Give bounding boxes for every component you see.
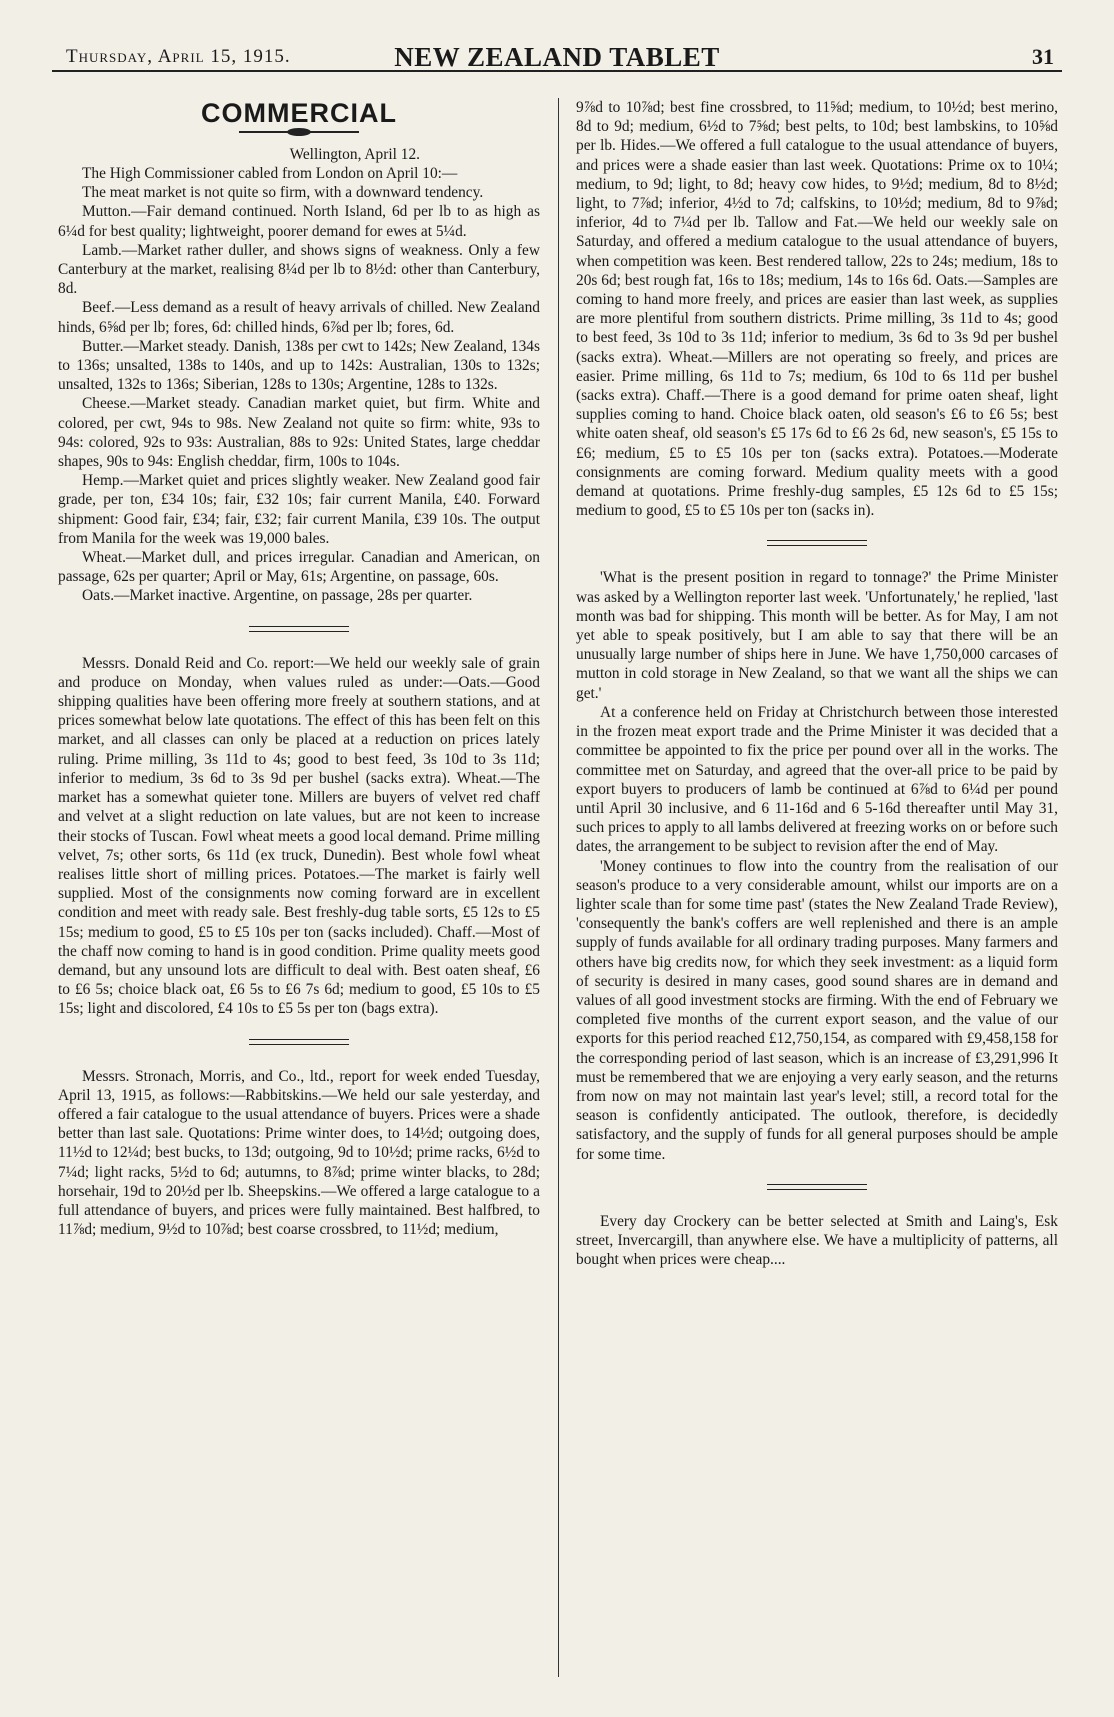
tonnage-paragraph: 'What is the present position in regard to tonnage?' the Prime Minister was asked by a Wellington reporter last week. 'Unfortunately,' he replied, 'last month was bad for shipping. This month will be better. As for May, I am not yet able to speak positively, but I am able to say that there will be an unusually large number of ships here in June. We have 1,750,000 carcases of mutton in cold storage in New Zealand, so that we want all the ships we can get.' (576, 569, 1058, 702)
newspaper-title: NEW ZEALAND TABLET (394, 42, 720, 72)
section-divider (767, 540, 867, 546)
crockery-advert: Every day Crockery can be better selected at Smith and Laing's, Esk street, Invercargill, than anywhere else. We have a multiplicity of patterns, all bought when prices were cheap.... (576, 1212, 1058, 1269)
issue-date: Thursday, April 15, 1915. (66, 46, 291, 67)
heading-ornament (239, 131, 359, 133)
money-paragraph: 'Money continues to flow into the country from the realisation of our season's produce to a very considerable amount, whilst our imports are on a lighter scale than for some time past' (states the New Zealand Trade Review), 'consequently the bank's coffers are well replenished and there is an ample supply of funds available for all ordinary trading purposes. Many farmers and others have big credits now, for which they seek investment: as a liquid form of security is desired in many cases, good sound shares are in demand and values of all good investment stocks are firming. With the end of February we completed five months of the current export season, and the value of our exports for this period reached £12,750,154, as compared with £9,458,158 for the corresponding period of last season, which is an increase of £3,291,996 It must be remembered that we are enjoying a very early season, and the returns from now on may not maintain last year's level; still, a record total for the season is confidently anticipated. The outlook, therefore, is decidedly satisfactory, and the supply of funds for all general purposes should be ample for some time. (576, 857, 1058, 1163)
cable-paragraph: Cheese.—Market steady. Canadian market quiet, but firm. White and colored, per cwt, 94s to 98s. New Zealand not quite so firm: white, 93s to 94s: colored, 92s to 93s: Australian, 88s to 92s: United States, large cheddar shapes, 90s to 94s: English cheddar, firm, 100s to 104s. (58, 395, 540, 471)
cable-paragraph: Wheat.—Market dull, and prices irregular. Canadian and American, on passage, 62s per quarter; April or May, 61s; Argentine, on passage, 60s. (58, 549, 540, 586)
reid-report: Messrs. Donald Reid and Co. report:—We held our weekly sale of grain and produce on Monday, when values ruled as under:—Oats.—Good shipping qualities have been offering more freely at southern stations, and at prices somewhat below late quotations. The effect of this has been felt on this market, and all classes can only be placed at a reduction on prices lately ruling. Prime milling, 3s 11d to 4s; good to best feed, 3s 10d to 3s 11d; inferior to medium, 3s 6d to 3s 9d per bushel (sacks extra). Wheat.—The market has a somewhat quieter tone. Millers are buyers of velvet red chaff and velvet at a slight reduction on late values, but are not keen to increase their stocks of Tuscan. Fowl wheat meets a good local demand. Prime milling velvet, 7s; other sorts, 6s 11d (ex truck, Dunedin). Best whole fowl wheat realises little short of milling prices. Potatoes.—The market is fairly well supplied. Most of the consignments now coming forward are in excellent condition and meet with ready sale. Best freshly-dug table sorts, £5 12s to £5 15s; medium to good, £5 to £5 10s per ton (sacks included). Chaff.—Most of the chaff now coming to hand is in good condition. Prime quality meets good demand, but any unsound lots are difficult to deal with. Best oaten sheaf, £6 to £6 5s; choice black oat, £6 5s to £6 7s 6d; medium to good, £5 10s to £5 15s; light and discolored, £4 10s to £5 5s per ton (bags extra). (58, 654, 540, 1018)
cable-paragraph: Oats.—Market inactive. Argentine, on passage, 28s per quarter. (82, 587, 473, 605)
section-divider (249, 626, 349, 632)
cable-paragraph: Butter.—Market steady. Danish, 138s per cwt to 142s; New Zealand, 134s to 136s; unsalted, 138s to 140s, and up to 142s: Australian, 130s to 132s; unsalted, 132s to 136s; Siberian, 128s to 130s; Argentine, 128s to 132s. (58, 337, 540, 394)
section-divider (767, 1184, 867, 1190)
cable-paragraph: Beef.—Less demand as a result of heavy arrivals of chilled. New Zealand hinds, 6⅝d per lb; fores, 6d: chilled hinds, 6⅞d per lb; fores, 6d. (58, 299, 540, 336)
stronach-report-continued: 9⅞d to 10⅞d; best fine crossbred, to 11⅝d; medium, to 10½d; best merino, 8d to 9d; medium, 6½d to 7⅝d; best pelts, to 10d; best lambskins, to 10⅝d per lb. Hides.—We offered a full catalogue to the usual attendance of buyers, and prices were a shade easier than last week. Quotations: Prime ox to 10¼; medium, to 9d; light, to 8d; heavy cow hides, to 9½d; medium, 8d to 8½d; light, to 7⅞d; inferior, 4½d to 7d; calfskins, to 10½d; medium, 8d to 9⅞d; inferior, 4d to 7¼d per lb. Tallow and Fat.—We held our weekly sale on Saturday, and offered a medium catalogue to the usual attendance of buyers, when competition was keen. Best rendered tallow, 22s to 24s; medium, 18s to 20s 6d; best rough fat, 16s to 18s; medium, 14s to 16s 6d. Oats.—Samples are coming to hand more freely, and prices are easier than last week, as supplies are more plentiful from southern districts. Prime milling, 3s 11d to 4s; good to best feed, 3s 10d to 3s 11d; inferior to medium, 3s 6d to 3s 9d per bushel (sacks extra). Wheat.—Millers are not operating so freely, and prices are easier. Prime milling, 6s 11d to 7s; medium, 6s 10d to 6s 11d per bushel (sacks extra). Chaff.—There is a good demand for prime oaten sheaf, light supplies coming to hand. Choice black oaten, old season's £6 to £6 5s; best white oaten sheaf, old season's £5 17s 6d to £6 2s 6d, new season's, £5 15s to £6; medium, £5 to £5 10s per ton (sacks extra). Potatoes.—Moderate consignments are coming forward. Medium quality meets with a good demand at quotations. Prime freshly-dug samples, £5 12s 6d to £5 15s; medium to good, £5 to £5 10s per ton (sacks in). (576, 99, 1058, 520)
cable-paragraph: Mutton.—Fair demand continued. North Island, 6d per lb to as high as 6¼d for best quality; lightweight, poorer demand for ewes at 5¼d. (58, 203, 540, 240)
conference-paragraph: At a conference held on Friday at Christchurch between those interested in the frozen meat export trade and the Prime Minister it was decided that a committee be appointed to fix the price per pound over all in the works. The committee met on Saturday, and agreed that the over-all price to be paid by export buyers to producers of lamb be continued at 6⅞d to 6¼d per pound until April 30 inclusive, and 6 11-16d and 6 5-16d thereafter until May 31, such prices to apply to all lambs delivered at freezing works on or before such dates, the arrangement to be subject to revision after the end of May. (576, 703, 1058, 856)
cable-paragraph: Hemp.—Market quiet and prices slightly weaker. New Zealand good fair grade, per ton, £34 10s; fair, £32 10s; fair current Manila, £40. Forward shipment: Good fair, £34; fair, £32; fair current Manila, £39 10s. The output from Manila for the week was 19,000 bales. (58, 472, 540, 547)
right-column (576, 98, 1058, 1697)
cable-paragraph: The High Commissioner cabled from London on April 10:— (82, 165, 458, 182)
cable-paragraph: Lamb.—Market rather duller, and shows signs of weakness. Only a few Canterbury at the market, realising 8¼d per lb to 8½d: other than Canterbury, 8d. (58, 241, 540, 298)
cable-paragraph: The meat market is not quite so firm, with a downward tendency. (82, 184, 484, 202)
masthead (52, 40, 1062, 72)
left-column (58, 98, 540, 1697)
column-rule (558, 98, 559, 1677)
stronach-report: Messrs. Stronach, Morris, and Co., ltd., report for week ended Tuesday, April 13, 1915, as follows:—Rabbitskins.—We held our sale yesterday, and offered a fair catalogue to the usual attendance of buyers. Prices were a shade better than last sale. Quotations: Prime winter does, to 14½d; outgoing does, 11½d to 12¼d; best bucks, to 13d; outgoing, 9d to 10½d; prime racks, 6½d to 7¼d; light racks, 5½d to 6d; autumns, to 8⅞d; prime winter blacks, to 28d; horsehair, 19d to 20½d per lb. Sheepskins.—We offered a large catalogue to a full attendance of buyers, and prices were fully maintained. Best halfbred, to 11⅞d; medium, 9½d to 10⅞d; best coarse crossbred, to 11½d; medium, (58, 1067, 540, 1239)
page-number: 31 (1032, 44, 1054, 69)
article-columns (58, 98, 1056, 1697)
section-heading: COMMERCIAL (201, 98, 397, 128)
section-divider (249, 1039, 349, 1045)
dateline: Wellington, April 12. (289, 146, 420, 163)
